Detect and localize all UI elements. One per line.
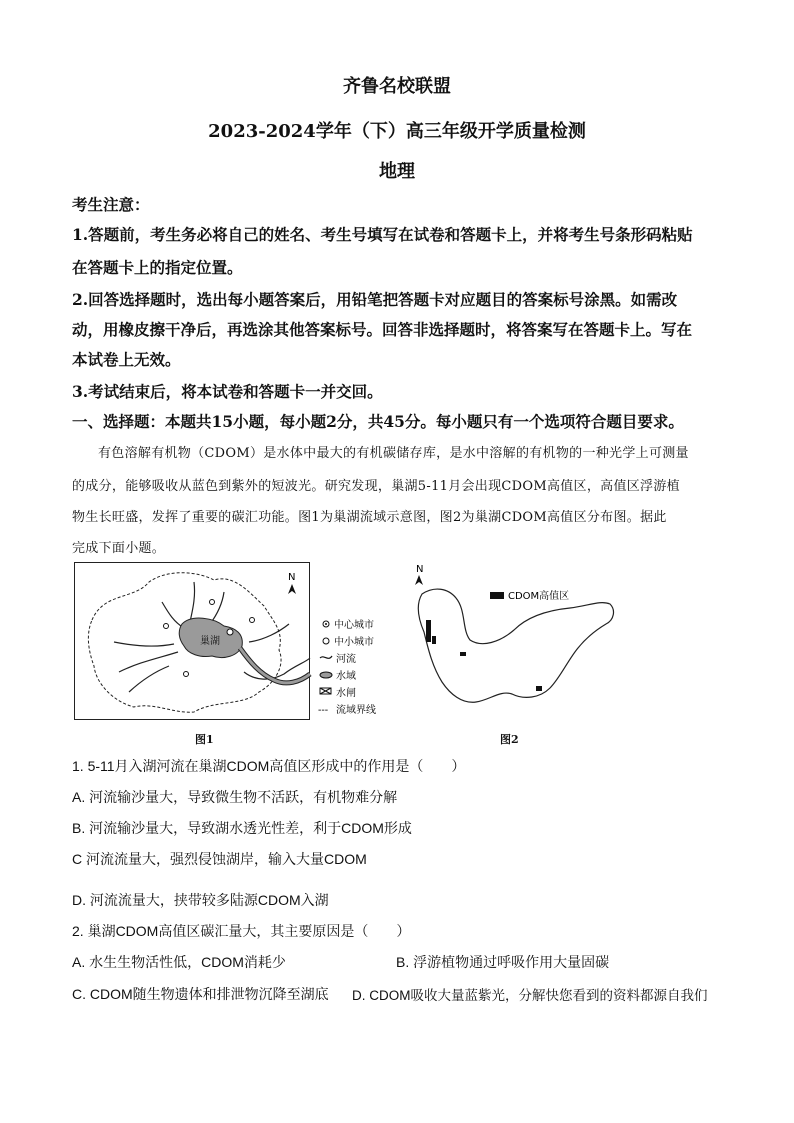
north-arrow-icon (415, 575, 423, 585)
legend-sluice: 水闸 (336, 688, 356, 699)
notice-heading: 考生注意： (72, 195, 150, 214)
cdom-area (432, 636, 436, 644)
legend-boundary-dash-icon: --- (318, 705, 329, 716)
q1-option-d: D. 河流流量大，挟带较多陆源CDOM入湖 (72, 892, 329, 908)
q2-option-b: B. 浮游植物通过呼吸作用大量固碳 (396, 954, 610, 970)
exam-title: 2023-2024学年（下）高三年级开学质量检测 (208, 121, 586, 142)
legend-water: 水域 (336, 671, 356, 682)
section-heading: 一、选择题：本题共15小题，每小题2分，共45分。每小题只有一个选项符合题目要求。 (72, 412, 684, 431)
legend-cdom-icon (490, 592, 504, 599)
passage-line: 的成分，能够吸收从蓝色到紫外的短波光。研究发现，巢湖5-11月会出现CDOM高值区，高值区浮游植 (72, 479, 680, 494)
notice-line: 在答题卡上的指定位置。 (72, 258, 243, 277)
small-city-marker (164, 624, 169, 629)
q2-option-d: D. CDOM吸收大量蓝紫光，分解快您看到的资料都源自我们 (352, 988, 708, 1003)
figure2-caption: 图2 (500, 733, 519, 746)
legend-small-city-icon (323, 638, 329, 644)
notice-line: 动，用橡皮擦干净后，再选涂其他答案标号。回答非选择题时，将答案写在答题卡上。写在 (72, 320, 693, 339)
small-city-marker (250, 618, 255, 623)
lake-label: 巢湖 (200, 636, 220, 647)
q1-option-c: C 河流流量大，强烈侵蚀湖岸，输入大量CDOM (72, 851, 367, 867)
q2-option-a: A. 水生生物活性低，CDOM消耗少 (72, 954, 286, 970)
cdom-area (460, 652, 466, 656)
small-city-marker (210, 600, 215, 605)
north-label: N (288, 572, 296, 583)
small-city-marker (184, 672, 189, 677)
legend-central-city: 中心城市 (334, 620, 374, 631)
passage-line: 有色溶解有机物（CDOM）是水体中最大的有机碳储存库，是水中溶解的有机物的一种光学上可测量 (98, 446, 689, 461)
legend-river-icon (320, 656, 332, 658)
figure1-caption: 图1 (195, 733, 214, 746)
passage-line: 完成下面小题。 (72, 541, 166, 556)
org-title: 齐鲁名校联盟 (343, 76, 451, 97)
q2-stem: 2. 巢湖CDOM高值区碳汇量大，其主要原因是（ ） (72, 923, 411, 939)
legend-river: 河流 (336, 654, 356, 665)
notice-line: 2.回答选择题时，选出每小题答案后，用铅笔把答题卡对应题目的答案标号涂黑。如需改 (72, 290, 678, 309)
figure1-map (74, 562, 384, 722)
passage-line: 物生长旺盛，发挥了重要的碳汇功能。图1为巢湖流域示意图，图2为巢湖CDOM高值区分布图。据此 (72, 510, 667, 525)
cdom-area (536, 686, 542, 691)
figure2-map (410, 560, 630, 720)
notice-line: 本试卷上无效。 (72, 350, 181, 369)
legend-cdom: CDOM高值区 (508, 591, 570, 602)
legend-central-city-dot-icon (325, 623, 327, 625)
q1-option-b: B. 河流输沙量大，导致湖水透光性差，利于CDOM形成 (72, 820, 412, 836)
legend-small-city: 中小城市 (334, 637, 374, 648)
subject-title: 地理 (379, 161, 415, 182)
north-label: N (416, 564, 424, 575)
legend-boundary: 流域界线 (336, 705, 376, 716)
notice-line: 1.答题前，考生务必将自己的姓名、考生号填写在试卷和答题卡上，并将考生号条形码粘贴 (72, 225, 693, 244)
q1-option-a: A. 河流输沙量大，导致微生物不活跃，有机物难分解 (72, 789, 398, 805)
cdom-area (426, 620, 431, 642)
legend-water-icon (320, 672, 332, 678)
q1-stem: 1. 5-11月入湖河流在巢湖CDOM高值区形成中的作用是（ ） (72, 758, 466, 774)
notice-line: 3.考试结束后，将本试卷和答题卡一并交回。 (72, 382, 383, 401)
lake-outline (418, 589, 613, 702)
central-city-marker (227, 629, 233, 635)
q2-option-c: C. CDOM随生物遗体和排泄物沉降至湖底 (72, 986, 329, 1002)
